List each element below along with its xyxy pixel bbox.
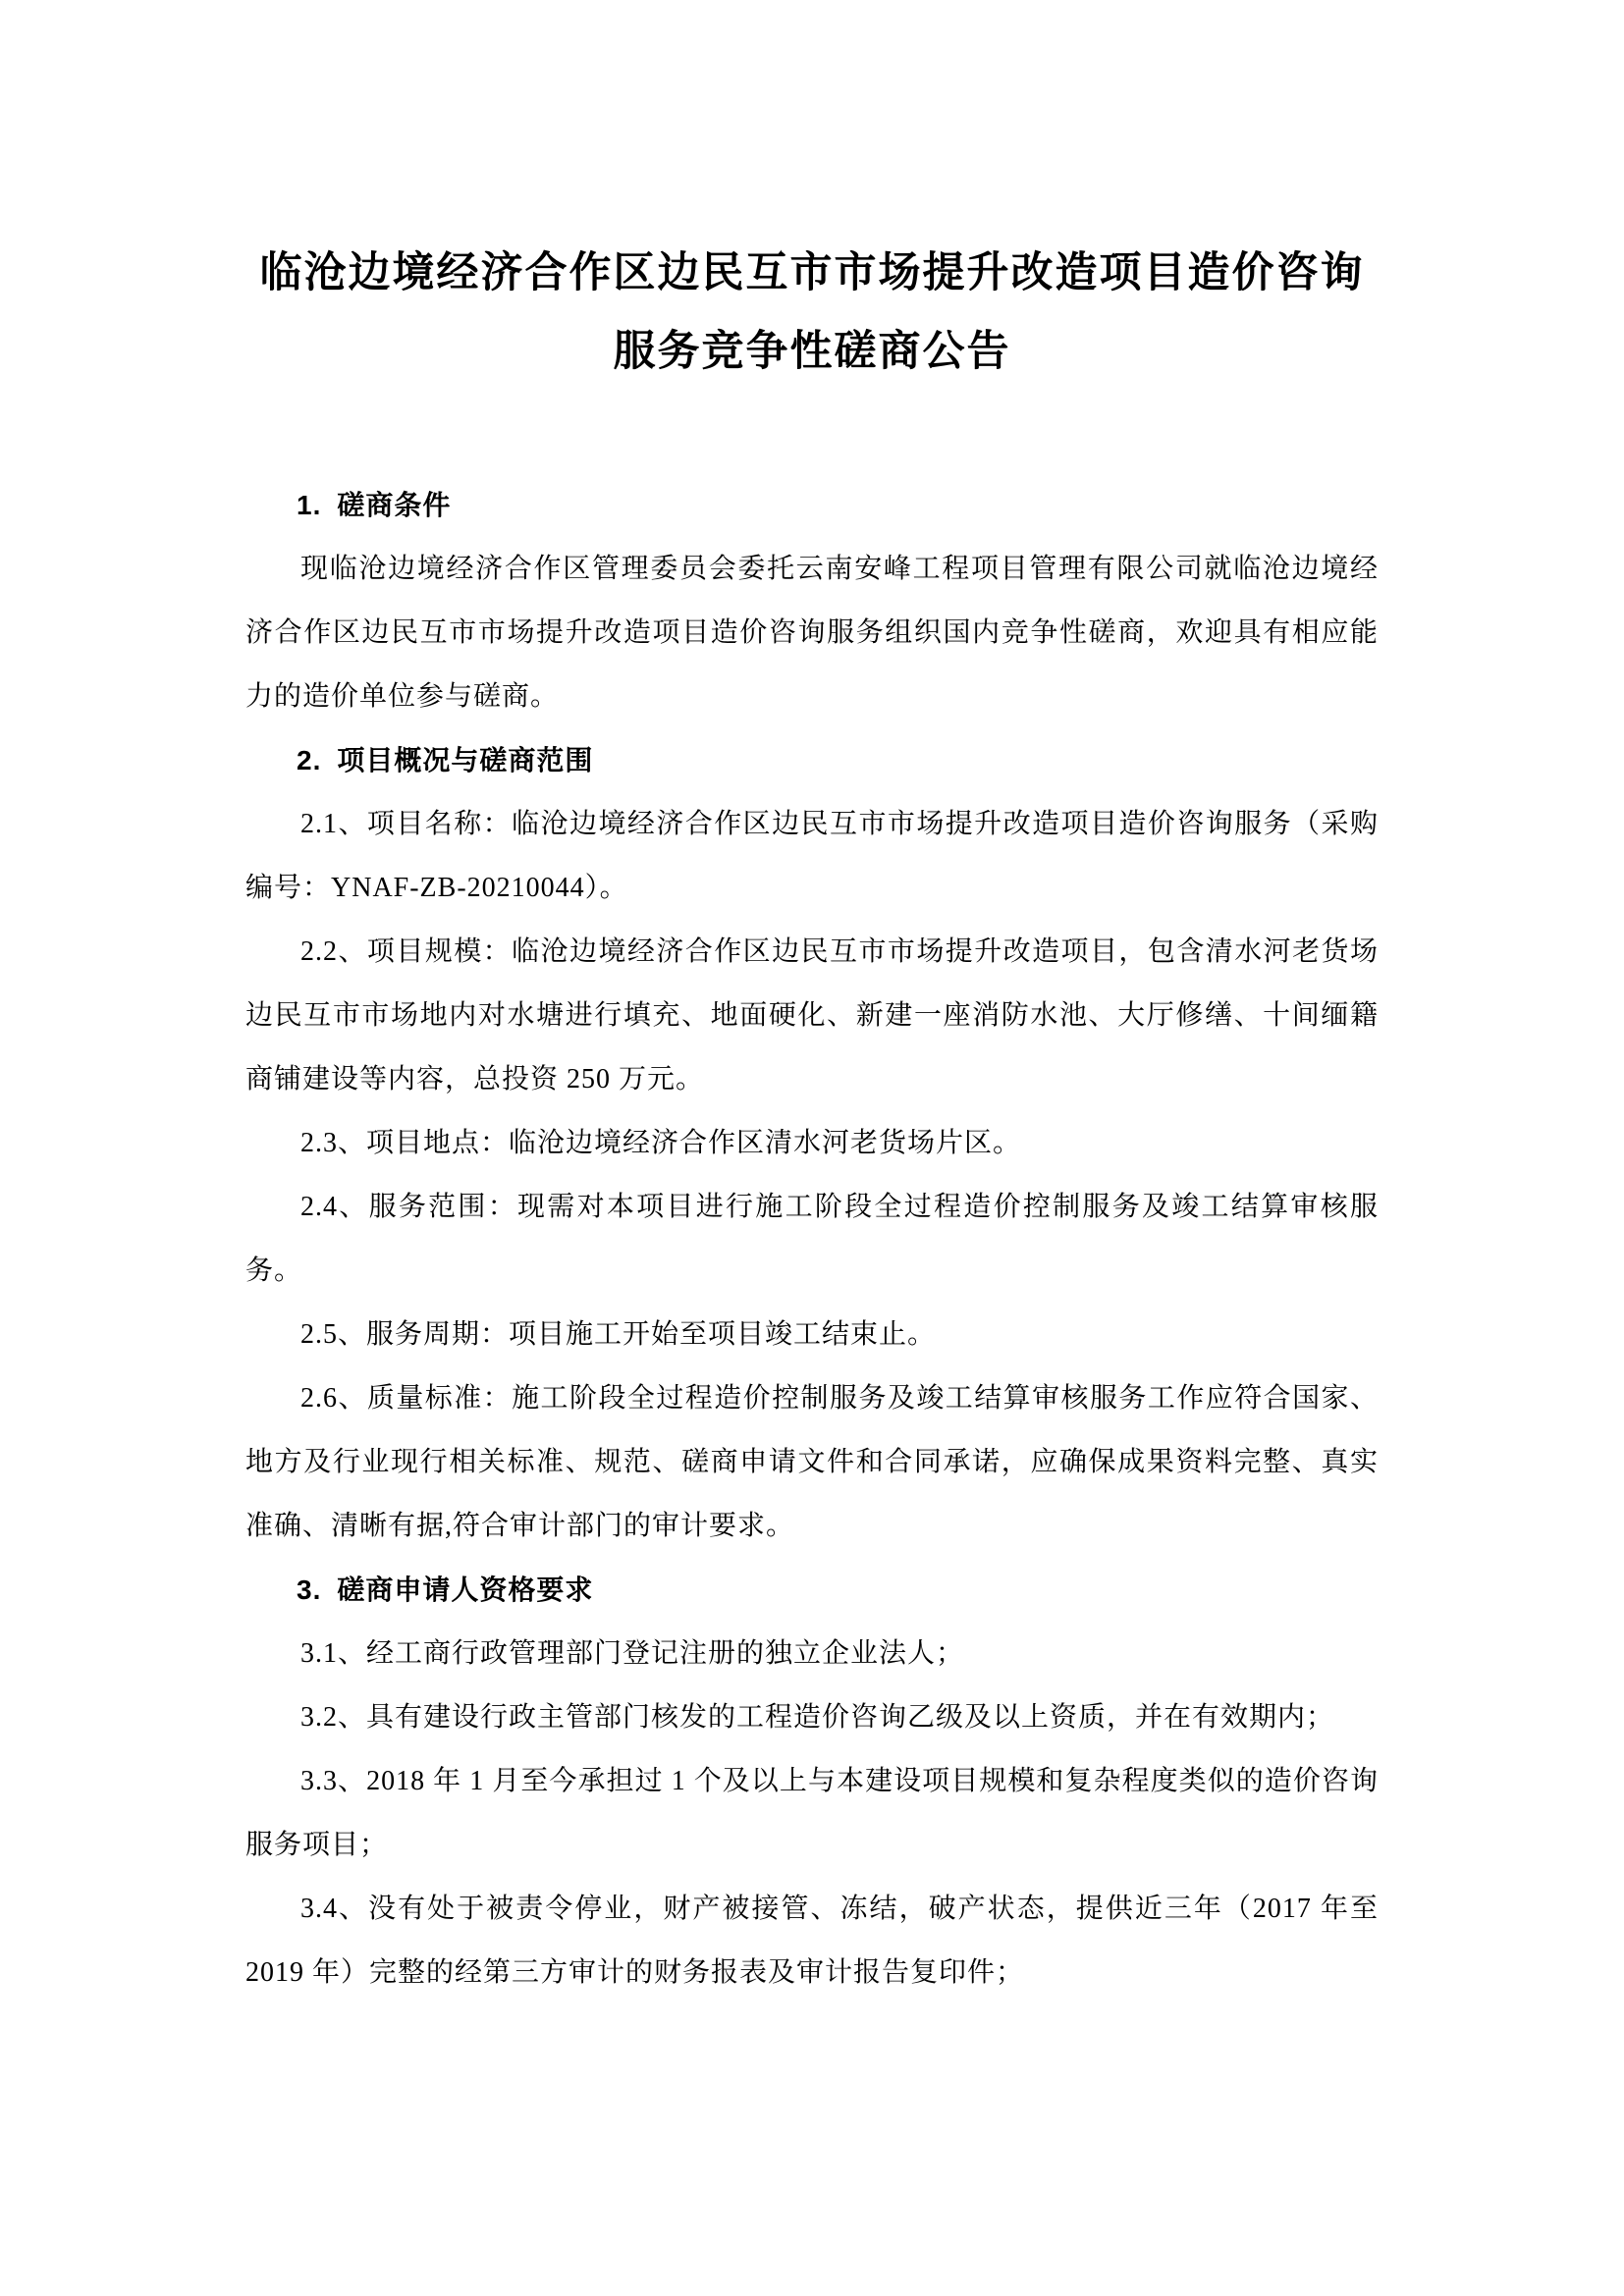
para-2-5-service-period: 2.5、服务周期：项目施工开始至项目竣工结束止。 — [300, 1319, 937, 1350]
para-2-6-quality-standard: 2.6、质量标准：施工阶段全过程造价控制服务及竣工结算审核服务工作应符合国家、地方及行业现行相关标准、规范、磋商申请文件和合同承诺，应确保成果资料完整、真实准确、清晰有据,符合审计部门的审计要求。 — [245, 1383, 1379, 1541]
para-2-3-project-location: 2.3、项目地点：临沧边境经济合作区清水河老货场片区。 — [300, 1128, 1022, 1158]
para-2-2-project-scale: 2.2、项目规模：临沧边境经济合作区边民互市市场提升改造项目，包含清水河老货场边民互市市场地内对水塘进行填充、地面硬化、新建一座消防水池、大厅修缮、十间缅籍商铺建设等内容，总投资 250 万元。 — [245, 936, 1379, 1095]
heading-label: 项目概况与磋商范围 — [337, 745, 594, 775]
para-3-3-similar-project-experience: 3.3、2018 年 1 月至今承担过 1 个及以上与本建设项目规模和复杂程度类似的造价咨询服务项目； — [245, 1766, 1379, 1860]
document-body — [245, 473, 1379, 2004]
heading-number: 2. — [297, 745, 322, 775]
para-3-4-financial-status: 3.4、没有处于被责令停业，财产被接管、冻结，破产状态，提供近三年（2017 年至 2019 年）完整的经第三方审计的财务报表及审计报告复印件； — [245, 1894, 1379, 1988]
heading-label: 磋商条件 — [337, 490, 452, 520]
heading-number: 1. — [297, 490, 322, 520]
para-2-4-service-scope: 2.4、服务范围：现需对本项目进行施工阶段全过程造价控制服务及竣工结算审核服务。 — [245, 1192, 1379, 1286]
para-2-1-project-name: 2.1、项目名称：临沧边境经济合作区边民互市市场提升改造项目造价咨询服务（采购编号：YNAF-ZB-20210044）。 — [245, 809, 1379, 903]
heading-applicant-qualifications — [245, 1558, 1379, 1622]
para-3-1-legal-entity: 3.1、经工商行政管理部门登记注册的独立企业法人； — [300, 1638, 965, 1669]
para-negotiation-conditions: 现临沧边境经济合作区管理委员会委托云南安峰工程项目管理有限公司就临沧边境经济合作区边民互市市场提升改造项目造价咨询服务组织国内竞争性磋商，欢迎具有相应能力的造价单位参与磋商。 — [245, 554, 1379, 712]
document-title-line-2: 服务竞争性磋商公告 — [613, 328, 1011, 375]
heading-label: 磋商申请人资格要求 — [337, 1575, 594, 1605]
para-3-2-qualification-grade: 3.2、具有建设行政主管部门核发的工程造价咨询乙级及以上资质，并在有效期内； — [300, 1702, 1335, 1733]
heading-negotiation-conditions — [245, 473, 1379, 537]
heading-project-overview — [245, 728, 1379, 792]
document-title — [245, 234, 1379, 391]
heading-number: 3. — [297, 1575, 322, 1605]
document-title-line-1: 临沧边境经济合作区边民互市市场提升改造项目造价咨询 — [259, 249, 1365, 296]
